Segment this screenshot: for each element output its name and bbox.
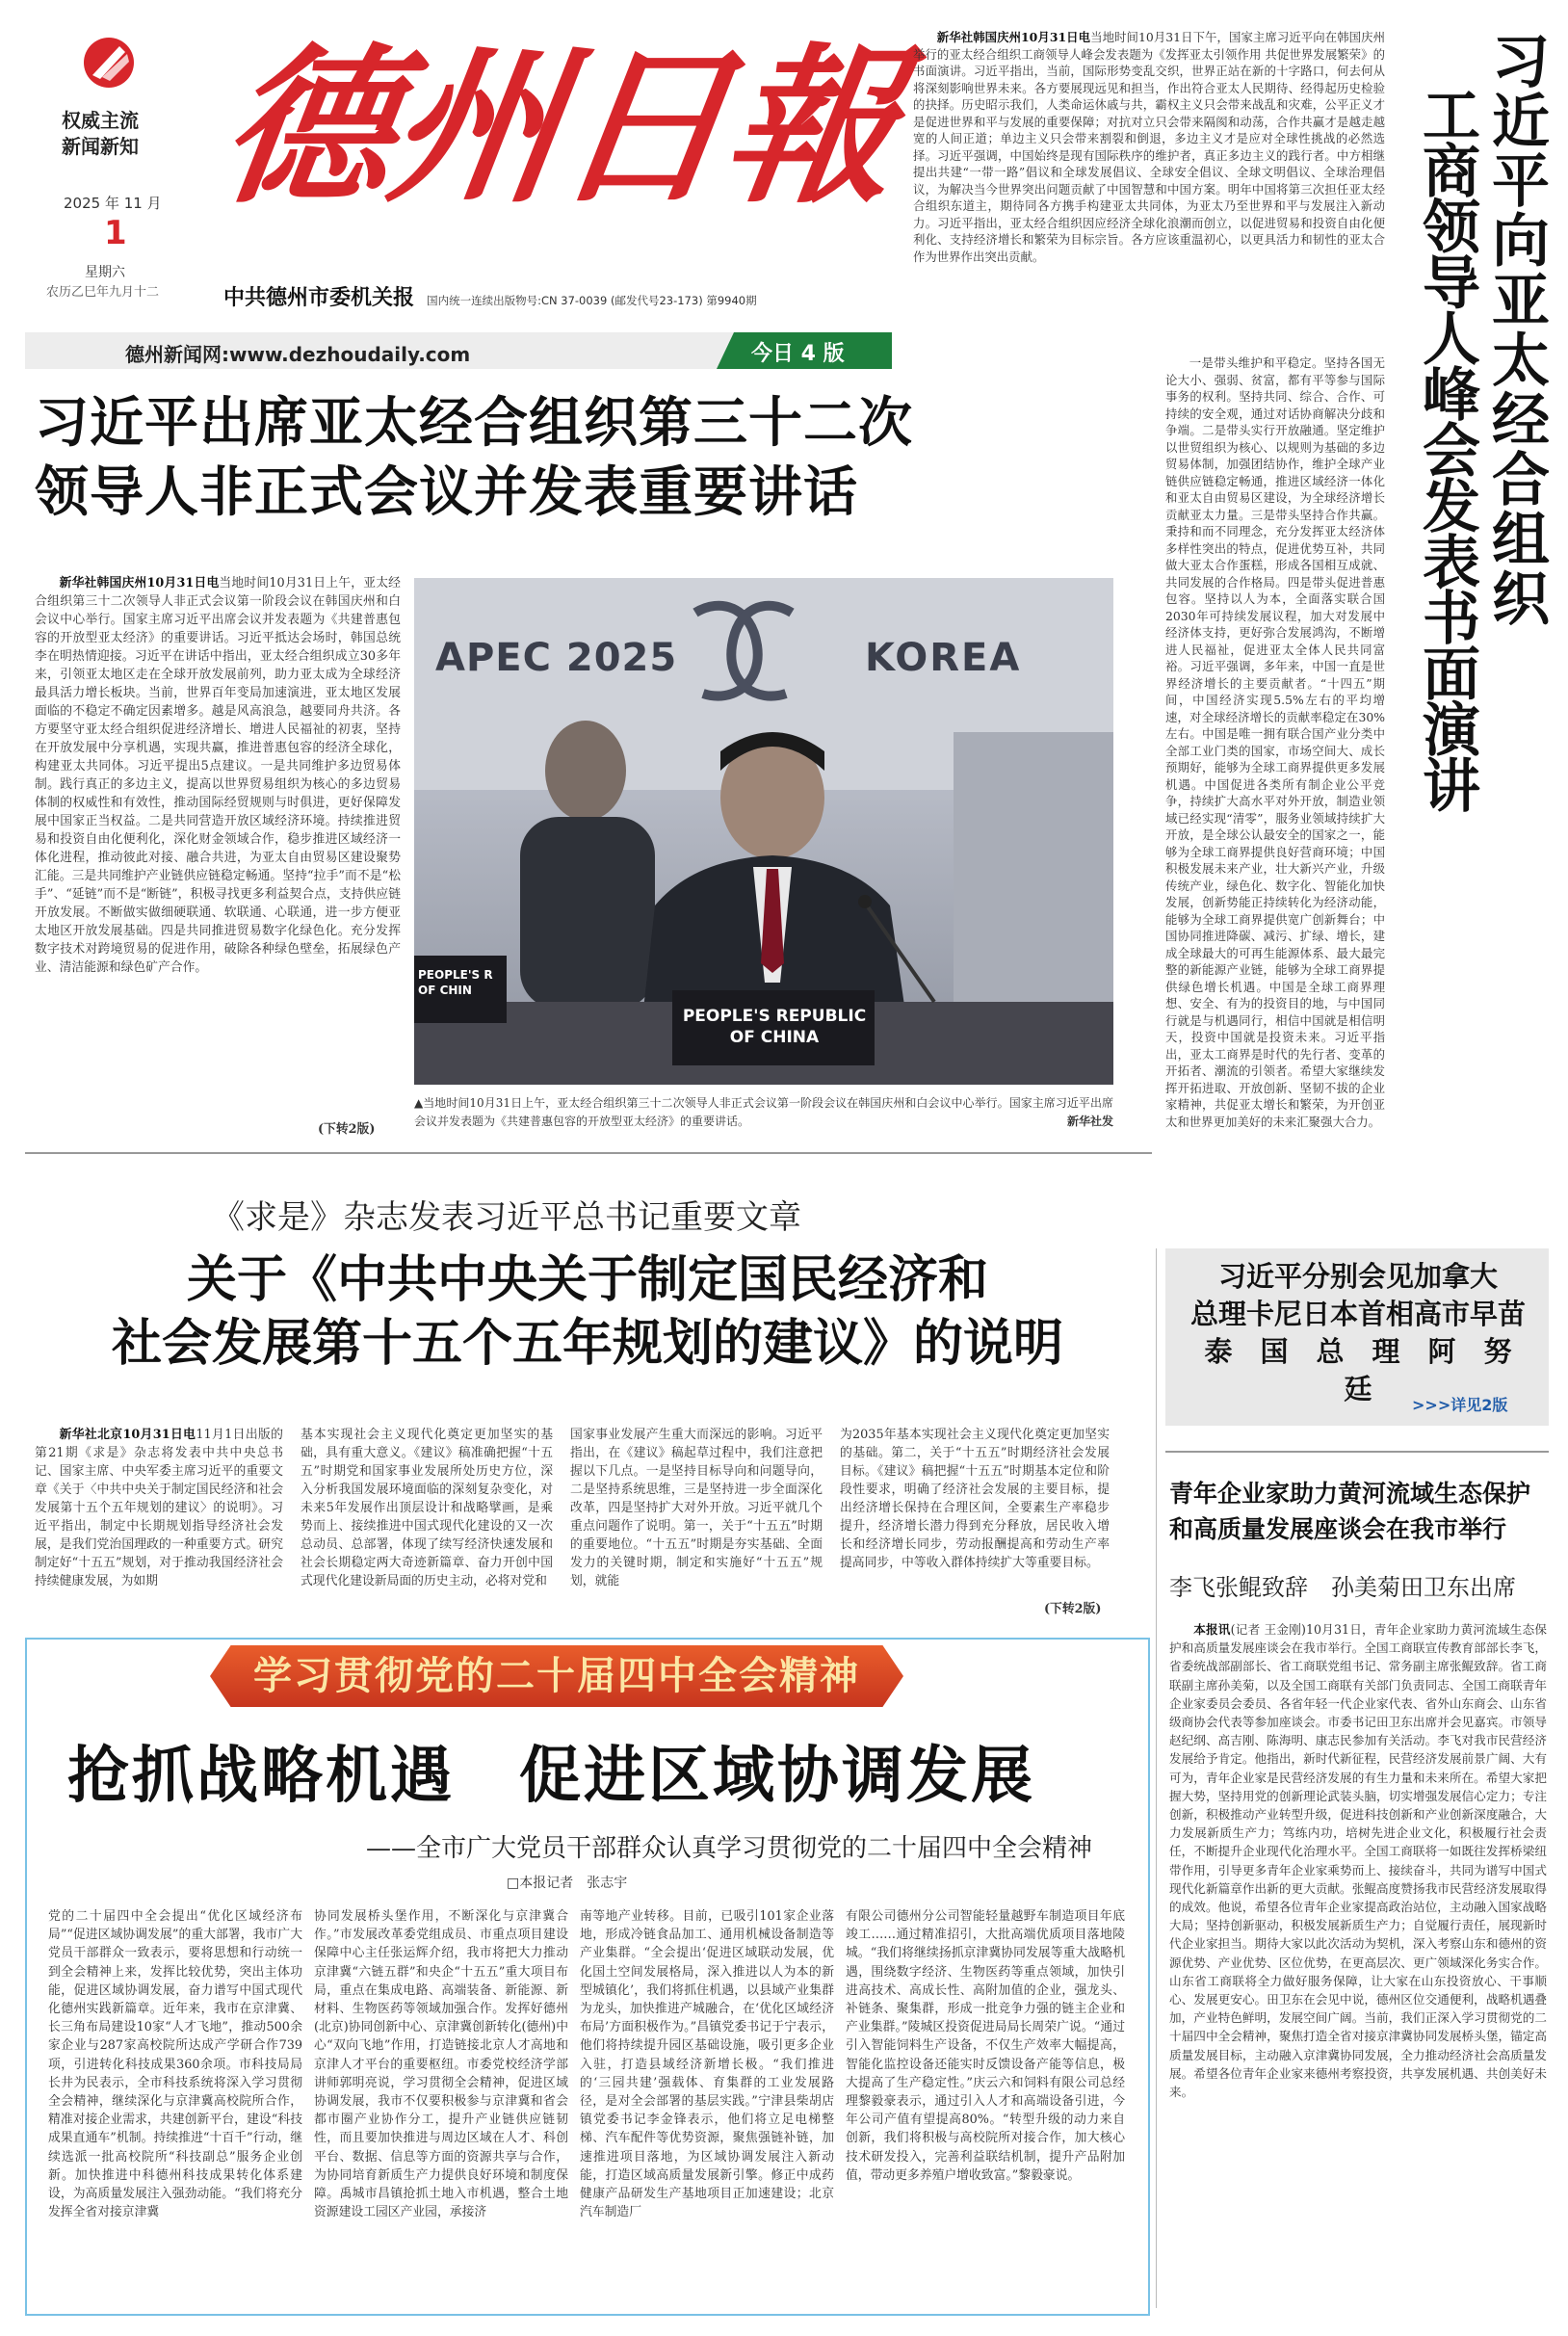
organ-name: 中共德州市委机关报 (223, 285, 415, 310)
serial-number: 国内统一连续出版物号:CN 37-0039 (邮发代号23-173) 第9940期 (427, 294, 757, 307)
slogan: 权威主流 新闻新知 (62, 109, 139, 158)
divider-main (25, 1152, 1152, 1154)
nameplate-left: PEOPLE'S R OF CHIN (418, 968, 493, 997)
qiushi-col2: 基本实现社会主义现代化奠定更加坚实的基础，具有重大意义。《建议》稿准确把握“十五五”时期党和国家事业发展所处历史方位，深入分析我国发展环境面临的深刻复杂变化，对未来5年发展作出顶层设计和战略擘画，是乘势而上、接续推进中国式现代化建设的又一次总动员、总部署，体现了续写经济快速发展和社会长期稳定两大奇迹新篇章、奋力开创中国式现代化建设新局面的历史主动，必将对党和 (301, 1428, 553, 1588)
main-headline: 习近平出席亚太经合组织第三十二次 领导人非正式会议并发表重要讲话 (35, 392, 913, 524)
study-col2: 协同发展桥头堡作用，不断深化与京津冀合作。”市发展改革委党组成员、市重点项目建设保障中心主任张运辉介绍，我市将把大力推动京津冀“六链五群”和央企“十五五”重大项目布局，重点在集成电路、高端装备、新能源、新材料、生物医药等领域加强合作。发挥好德州(北京)协同创新中心、京津冀创新转化(德州)中心“双向飞地”作用，打造链接北京人才高地和京津人才平台的重要枢纽。市委党校经济学部讲师郭明亮说，学习贯彻全会精神，促进区域协调发展，我市不仅要积极参与京津冀和省会都市圈产业协作分工，提升产业链供应链韧性，而且要加快推进与周边区域在人才、科创平台、数据、信息等方面的资源共享与合作，为协同培育新质生产力提供良好环境和制度保障。禹城市昌镇抢抓土地入市机遇，整合土地资源建设工园区产业园，承接济 (314, 1909, 568, 2220)
qiushi-col3: 国家事业发展产生重大而深远的影响。习近平指出，在《建议》稿起草过程中，我们注意把握以下几点。一是坚持目标导向和问题导向，二是坚持系统思维，三是坚持进一步全面深化改革，四是坚持扩大对外开放。习近平就几个重点问题作了说明。第一，关于“十五五”时期的重要地位。“十五五”时期是夯实基础、全面发力的关键时期，制定和实施好“十五五”规划，就能 (570, 1428, 823, 1588)
organ-line (223, 281, 898, 311)
date-ym: 2025 年 11 月 (64, 195, 162, 212)
website-link[interactable]: 德州新闻网:www.dezhoudaily.com (125, 343, 471, 366)
right-column-text: 一是带头维护和平稳定。坚持各国无论大小、强弱、贫富，都有平等参与国际事务的权利。坚持共同、综合、合作、可持续的安全观，通过对话协商解决分歧和争端。二是带头实行开放融通。坚定维护以世贸组织为核心、以规则为基础的多边贸易体制，加强团结协作，维护全球产业链供应链稳定畅通，推进区域经济一体化和亚太自由贸易区建设，为全球经济增长贡献亚太力量。三是带头坚持合作共赢。秉持和而不同理念，充分发挥亚太经济体多样性突出的特点，促进优势互补，共同做大亚太合作蛋糕，形成各国相互成就、共同发展的合作格局。四是带头促进普惠包容。坚持以人为本，全面落实联合国2030年可持续发展议程，加大对发展中经济体支持，更好弥合发展鸿沟，不断增进人民福祉，促进亚太全体人民共同富裕。习近平强调，多年来，中国一直是世界经济增长的主要贡献者。“十四五”期间，中国经济实现5.5%左右的平均增速，对全球经济增长的贡献率稳定在30%左右。中国是唯一拥有联合国产业分类中全部工业门类的国家，市场空间大、成长预期好，能够为全球工商界提供更多发展机遇。中国促进各类所有制企业公平竞争，持续扩大高水平对外开放，制造业领域已经实现“清零”，服务业领域持续扩大开放，是全球公认最安全的国家之一，能够为全球工商界提供良好营商环境；中国积极发展未来产业，壮大新兴产业，升级传统产业，绿色化、数字化、智能化加快发展，创新势能正持续转化为经济动能，能够为全球工商界提供宽广创新舞台；中国协同推进降碳、减污、扩绿、增长，建成全球最大的可再生能源体系、最大最完整的新能源产业链，能够为全球工商界提供绿色增长机遇。中国是全球工商界理想、安全、有为的投资目的地，与中国同行就是与机遇同行，相信中国就是相信明天，投资中国就是投资未来。习近平指出，亚太工商界是时代的先行者、变革的开拓者、潮流的引领者。希望大家继续发挥开拓进取、开放创新、坚韧不拔的企业家精神，共促亚太增长和繁荣，为开创亚太和世界更加美好的未来汇聚强大合力。 (1165, 355, 1385, 1129)
vertical-headline-col2: 工商领导人峰会发表书面演讲 (1413, 85, 1480, 811)
nameplate-china: PEOPLE'S REPUBLIC OF CHINA (682, 1007, 867, 1047)
study-col4: 有限公司德州分公司智能轻量越野车制造项目年底竣工……通过精准招引，大批高端优质项目落地陵城。“我们将继续扬抓京津冀协同发展等重大战略机遇，围绕数字经济、生物医药等重点领域，加快引进高技术、高成长性、高附加值的企业，强龙头、补链条、聚集群，形成一批竞争力强的链主企业和产业集群。”陵城区投资促进局局长周荣广说。“通过引入智能饲料生产设备，不仅生产效率大幅提高，智能化监控设备还能实时反馈设备产能等信息，极大提高了生产稳定性。”庆云六和饲料有限公司总经理黎毅豪表示，通过引入人才和高端设备引进，今年公司产值有望提高80%。“转型升级的动力来自创新，我们将积极与高校院所对接合作，加大核心技术研发投入，完善利益联结机制，提升产品附加值，带动更多养殖户增收致富。”黎毅豪说。 (846, 1909, 1125, 2183)
right-column-article (1165, 354, 1385, 1183)
youth-dateline: 本报讯 (1193, 1622, 1231, 1637)
youth-article (1169, 1620, 1547, 2314)
meeting-box-see-more[interactable]: >>>详见2版 (1412, 1396, 1508, 1414)
study-col1: 党的二十届四中全会提出“优化区域经济布局”“促进区域协调发展”的重大部署，我市广大党员干部群众一致表示，要将思想和行动统一到全会精神上来，发挥比较优势，突出主体功能，促进区域协调发展，奋力谱写中国式现代化德州实践新篇章。近年来，我市在京津冀、长三角布局建设10家“人才飞地”，推动500余家企业与287家高校院所达成产学研合作739项，引进转化科技成果360余项。市科技局局长井为民表示，全市科技系统将深入学习贯彻全会精神，继续深化与京津冀高校院所合作，精准对接企业需求，共建创新平台，建设“科技成果直通车”机制。持续推进“十百千”行动，继续选派一批高校院所“科技副总”服务企业创新。加快推进中科德州科技成果转化体系建设，为高质量发展注入强劲动能。“我们将充分发挥全省对接京津冀 (48, 1909, 302, 2220)
qiushi-col4: 为2035年基本实现社会主义现代化奠定更加坚实的基础。第二，关于“十五五”时期经济社会发展目标。《建议》稿把握“十五五”时期基本定位和阶段性要求，明确了经济社会发展的主要目标，提出经济增长保持在合理区间，全要素生产率稳步提升，经济增长潜力得到充分释放，居民收入增长和经济增长同步，劳动报酬提高和劳动生产率提高同步，中等收入群体持续扩大等重要目标。 (840, 1428, 1110, 1570)
apec-sign-left: APEC 2025 (435, 636, 678, 680)
qiushi-turn: (下转2版) (1044, 1602, 1102, 1616)
pages-badge-text: 今日 4 版 (751, 342, 845, 366)
study-subheadline: ——全市广大党员干部群众认真学习贯彻党的二十届四中全会精神 (366, 1834, 1093, 1863)
vertical-headline-col1: 习近平向亚太经合组织 (1482, 31, 1550, 628)
newspaper-logo-icon (79, 33, 139, 92)
qiushi-dateline: 新华社北京10月31日电 (59, 1428, 196, 1442)
study-headline: 抢抓战略机遇 促进区域协调发展 (67, 1741, 1035, 1812)
photo-caption (414, 1094, 1113, 1135)
study-col3: 南等地产业转移。目前，已吸引101家企业落地，形成冷链食品加工、通用机械设备制造等产业集群。“全会提出‘促进区域联动发展，优化国土空间发展格局，深入推进以人为本的新型城镇化’，我们将抓住机遇，以县域产业集群为龙头，加快推进产城融合，在‘优化区域经济布局’方面积极作为。”昌镇党委书记于宁表示，他们将持续提升园区基础设施，吸引更多企业入驻，打造县域经济新增长极。“我们推进的‘三园共建’强载体、育集群的工业发展路径，是对全会部署的基层实践。”宁津县柴胡店镇党委书记李金锋表示，他们将立足电梯整梯、汽车配件等优势资源，聚焦强链补链，加速推进项目落地，为区域协调发展注入新动能，打造区域高质量发展新引擎。修正中成药健康产品研发生产基地项目正加速建设；北京汽车制造厂 (580, 1909, 834, 2220)
photo-caption-text: ▲当地时间10月31日上午，亚太经合组织第三十二次领导人非正式会议第一阶段会议在韩国庆州和白会议中心举行。国家主席习近平出席会议并发表题为《共建普惠包容的开放型亚太经济》的重要讲话。 (414, 1096, 1113, 1128)
youth-reporter: (记者 王金刚) (1230, 1622, 1306, 1637)
qiushi-kicker: 《求是》杂志发表习近平总书记重要文章 (212, 1198, 801, 1237)
weekday: 星期六 (85, 265, 125, 280)
qiushi-headline: 关于《中共中央关于制定国民经济和 社会发展第十五个五年规划的建议》的说明 (111, 1251, 1063, 1373)
lunar-date: 农历乙巳年九月十二 (46, 285, 160, 300)
date-day: 1 (104, 214, 127, 252)
photo-credit: 新华社发 (1066, 1115, 1113, 1128)
divider-right (1165, 1451, 1549, 1453)
main-story-text: 当地时间10月31日上午，亚太经合组织第三十二次领导人非正式会议第一阶段会议在韩国庆州和白会议中心举行。国家主席习近平出席会议并发表题为《共建普惠包容的开放型亚太经济》的重要讲话。习近平抵达会场时，韩国总统李在明热情迎接。习近平在讲话中指出，亚太经合组织成立30多年来，引领亚太地区走在全球开放发展前列，助力亚太成为全球经济最具活力增长板块。当前，世界百年变局加速演进，亚太地区发展面临的不稳定不确定因素增多。越是风高浪急，越要同舟共济。各方要坚守亚太经合组织促进经济增长、增进人民福祉的初衷，坚持在开放发展中分享机遇，实现共赢，推进普惠包容的经济全球化，构建亚太共同体。习近平提出5点建议。一是共同维护多边贸易体制。践行真正的多边主义，提高以世界贸易组织为核心的多边贸易体制的权威性和有效性，推动国际经贸规则与时俱进，更好保障发展中国家正当权益。二是共同营造开放区域经济环境。持续推进贸易和投资自由化便利化，深化财金领域合作，稳步推进区域经济一体化进程，推动彼此对接、融合共进，为亚太自由贸易区建设聚势汇能。三是共同维护产业链供应链稳定畅通。坚持“拉手”而不是“松手”、“延链”而不是“断链”，积极寻找更多利益契合点，支持供应链开放发展。不断做实做细硬联通、软联通、心联通，进一步方便亚太地区开放发展基础。四是共同推进贸易数字化绿色化。充分发挥数字技术对跨境贸易的促进作用，破除各种绿色壁垒，拓展绿色产业、清洁能源和绿色矿产合作。 (35, 576, 401, 975)
main-story-turn: (下转2版) (318, 1122, 376, 1137)
qiushi-col1: 新华社北京10月31日电11月1日出版的第21期《求是》杂志将发表中共中央总书记、国家主席、中央军委主席习近平的重要文章《关于〈中共中央关于制定国民经济和社会发展第十五个五年规划的建议〉的说明》。习近平指出，制定中长期规划指导经济社会发展，是我们党治国理政的一种重要方式。研究制定好“十五五”规划，对于推动我国经济社会持续健康发展，为如期 (35, 1428, 283, 1588)
newspaper-title: 德州日報 (210, 27, 909, 226)
youth-text: 10月31日，青年企业家助力黄河流域生态保护和高质量发展座谈会在我市举行。全国工商联宣传教育部部长李飞，省委统战部副部长、省工商联党组书记、常务副主席张鲲致辞。省工商联副主席孙美菊，以及全国工商联有关部门负责同志、全国工商联青年企业家委员会委员、各省年轻一代企业家代表、省外山东商会、山东省级商协会代表等参加座谈会。市委书记田卫东出席并会见嘉宾。市领导赵纪纲、高吉刚、陈海明、康志民参加有关活动。李飞对我市民营经济发展给予肯定。他指出，新时代新征程，民营经济发展前景广阔、大有可为，青年企业家是民营经济发展的有生力量和未来所在。希望大家把握大势，坚持用党的创新理论武装头脑，切实增强发展信心定力；专注创新，积极推动产业转型升级，促进科技创新和产业创新深度融合，大力发展新质生产力；笃练内功，培树先进企业文化，积极履行社会责任，不断提升企业现代化治理水平。全国工商联将一如既往发挥桥梁纽带作用，引导更多青年企业家乘势而上、接续奋斗，共同为谱写中国式现代化新篇章作出新的更大贡献。张鲲高度赞扬我市民营经济发展取得的成效。他说，希望各位青年企业家提高政治站位，主动融入国家战略大局；坚持创新驱动，积极发展新质生产力；自觉履行责任，展现新时代企业家担当。期待大家以此次活动为契机，深入考察山东和德州的资源优势、产业优势、区位优势，在更高层次、更广领域深化务实合作。山东省工商联将全力做好服务保障，让大家在山东投资放心、干事顺心、发展更安心。田卫东在会见中说，德州区位交通便利，战略机遇叠加，产业特色鲜明，发展空间广阔。当前，我们正深入学习贯彻党的二十届四中全会精神，聚焦打造全省对接京津冀协同发展桥头堡，锚定高质量发展目标，主动融入京津冀协同发展，全力推动经济社会高质量发展。希望各位青年企业家来德州考察投资，共享发展机遇、共创美好未来。 (1169, 1622, 1547, 2100)
study-byline: □本报记者 张志宇 (507, 1876, 628, 1891)
top-brief-article (913, 29, 1385, 347)
masthead (0, 0, 909, 328)
top-brief-dateline: 新华社韩国庆州10月31日电 (936, 30, 1091, 44)
main-story-article (35, 574, 401, 1133)
top-brief-text: 当地时间10月31日下午，国家主席习近平向在韩国庆州举行的亚太经合组织工商领导人峰会发表题为《发挥亚太引领作用 共促世界发展繁荣》的书面演讲。习近平指出，当前，国际形势变乱交织，世界正站在新的十字路口，何去何从将深刻影响世界未来。各方要展现远见和担当，作出符合亚太人民期待、经得起历史检验的抉择。历史昭示我们，人类命运休戚与共，霸权主义只会带来战乱和灾难，公平正义才是促进世界和平与发展的重要保障；对抗对立只会带来隔阂和动荡，合作共赢才是越走越宽的人间正道；单边主义只会带来割裂和倒退，多边主义才是应对全球性挑战的必然选择。习近平强调，中国始终是现有国际秩序的维护者，真正多边主义的践行者。中方相继提出共建“一带一路”倡议和全球发展倡议、全球安全倡议、全球文明倡议、全球治理倡议，为解决当今世界突出问题贡献了中国智慧和中国方案。明年中国将第三次担任亚太经合组织东道主，期待同各方携手构建亚太共同体，为亚太乃至世界和平与发展注入新动力。习近平指出，亚太经合组织因应经济全球化浪潮而创立，以促进贸易和投资自由化便利化、支持经济增长和繁荣为目标宗旨。各方应该重温初心，以更具活力和韧性的亚太合作为世界作出突出贡献。 (913, 30, 1385, 264)
youth-headline: 青年企业家助力黄河流域生态保护 和高质量发展座谈会在我市举行 (1169, 1480, 1531, 1543)
youth-subheadline: 李飞张鲲致辞 孙美菊田卫东出席 (1169, 1574, 1516, 1601)
column-divider (1156, 1248, 1157, 2308)
study-banner-text: 学习贯彻党的二十届四中全会精神 (253, 1654, 860, 1698)
main-story-dateline: 新华社韩国庆州10月31日电 (59, 576, 220, 591)
meeting-box-headline: 习近平分别会见加拿大 总理卡尼日本首相高市早苗 泰 国 总 理 阿 努 廷 (1189, 1260, 1540, 1405)
main-photo (414, 578, 1113, 1085)
apec-sign-right: KOREA (865, 636, 1022, 680)
